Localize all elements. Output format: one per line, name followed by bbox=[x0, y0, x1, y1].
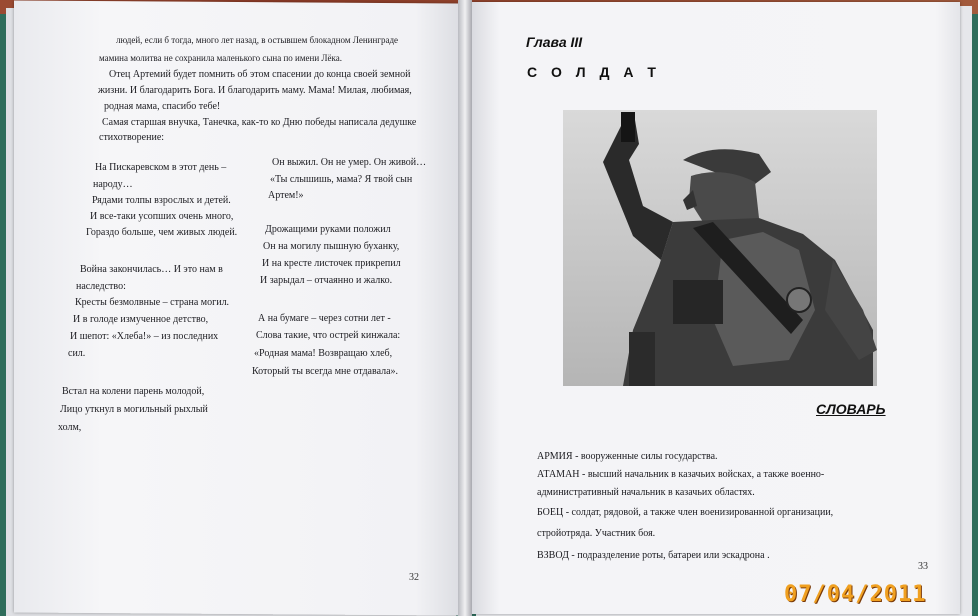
poem-line: народу… bbox=[93, 179, 133, 190]
poem-line: «Ты слышишь, мама? Я твой сын bbox=[270, 174, 413, 185]
poem-line: Он на могилу пышную буханку, bbox=[263, 241, 400, 252]
intro-line: Самая старшая внучка, Танечка, как-то ко Дню победы написала дедушке bbox=[102, 117, 417, 128]
intro-line: жизни. И благодарить Бога. И благодарить маму. Мама! Милая, любимая, bbox=[98, 85, 412, 96]
poem-line: Кресты безмолвные – страна могил. bbox=[75, 297, 230, 308]
dictionary-entry: АРМИЯ - вооруженные силы государства. bbox=[537, 451, 718, 462]
poem-line: Артем!» bbox=[268, 190, 304, 201]
camera-date-stamp: 07/04/2011 bbox=[784, 582, 927, 607]
poem-line: И на кресте листочек прикрепил bbox=[262, 258, 401, 269]
poem-line: И в голоде измученное детство, bbox=[73, 314, 209, 325]
chapter-title: С О Л Д А Т bbox=[527, 64, 661, 80]
dictionary-title: СЛОВАРЬ bbox=[816, 401, 886, 417]
poem-line: сил. bbox=[68, 348, 86, 359]
poem-line: И зарыдал – отчаянно и жалко. bbox=[260, 275, 393, 286]
intro-line: стихотворение: bbox=[99, 132, 165, 143]
poem-line: А на бумаге – через сотни лет - bbox=[258, 313, 391, 324]
soldier-photo-illustration bbox=[563, 110, 877, 386]
poem-line: «Родная мама! Возвращаю хлеб, bbox=[254, 348, 393, 359]
intro-line: родная мама, спасибо тебе! bbox=[104, 101, 221, 112]
poem-line: Встал на колени парень молодой, bbox=[62, 386, 205, 397]
poem-line: Он выжил. Он не умер. Он живой… bbox=[272, 157, 427, 168]
intro-line: людей, если б тогда, много лет назад, в остывшем блокадном Ленинграде bbox=[116, 35, 399, 45]
book-spine bbox=[458, 0, 472, 616]
dictionary-entry: стройотряда. Участник боя. bbox=[537, 528, 656, 539]
poem-line: И шепот: «Хлеба!» – из последних bbox=[70, 331, 219, 342]
poem-line: Который ты всегда мне отдавала». bbox=[252, 366, 399, 377]
poem-line: И все-таки усопших очень много, bbox=[90, 211, 234, 222]
left-page-number: 32 bbox=[409, 572, 419, 583]
poem-line: Рядами толпы взрослых и детей. bbox=[92, 195, 231, 206]
poem-line: наследство: bbox=[76, 281, 126, 292]
dictionary-entry: административный начальник в казачьих областях. bbox=[537, 487, 755, 498]
poem-line: Война закончилась… И это нам в bbox=[80, 264, 223, 275]
poem-line: Дрожащими руками положил bbox=[265, 224, 391, 235]
poem-line: Лицо уткнул в могильный рыхлый bbox=[60, 404, 208, 415]
intro-line: Отец Артемий будет помнить об этом спасении до конца своей земной bbox=[109, 69, 411, 80]
poem-line: На Пискаревском в этот день – bbox=[95, 162, 227, 173]
poem-line: Слова такие, что острей кинжала: bbox=[256, 330, 401, 341]
dictionary-entry: ВЗВОД - подразделение роты, батареи или эскадрона . bbox=[537, 550, 770, 561]
dictionary-entry: АТАМАН - высший начальник в казачьих войсках, а также военно- bbox=[537, 469, 825, 480]
poem-line: холм, bbox=[58, 422, 82, 433]
right-page-number: 33 bbox=[918, 561, 928, 572]
poem-line: Гораздо больше, чем живых людей. bbox=[86, 227, 238, 238]
soldier-photo bbox=[563, 110, 877, 386]
chapter-heading: Глава III bbox=[526, 34, 583, 50]
intro-line: мамина молитва не сохранила маленького сына по имени Лёка. bbox=[99, 53, 342, 63]
dictionary-entry: БОЕЦ - солдат, рядовой, а также член военизированной организации, bbox=[537, 507, 834, 518]
